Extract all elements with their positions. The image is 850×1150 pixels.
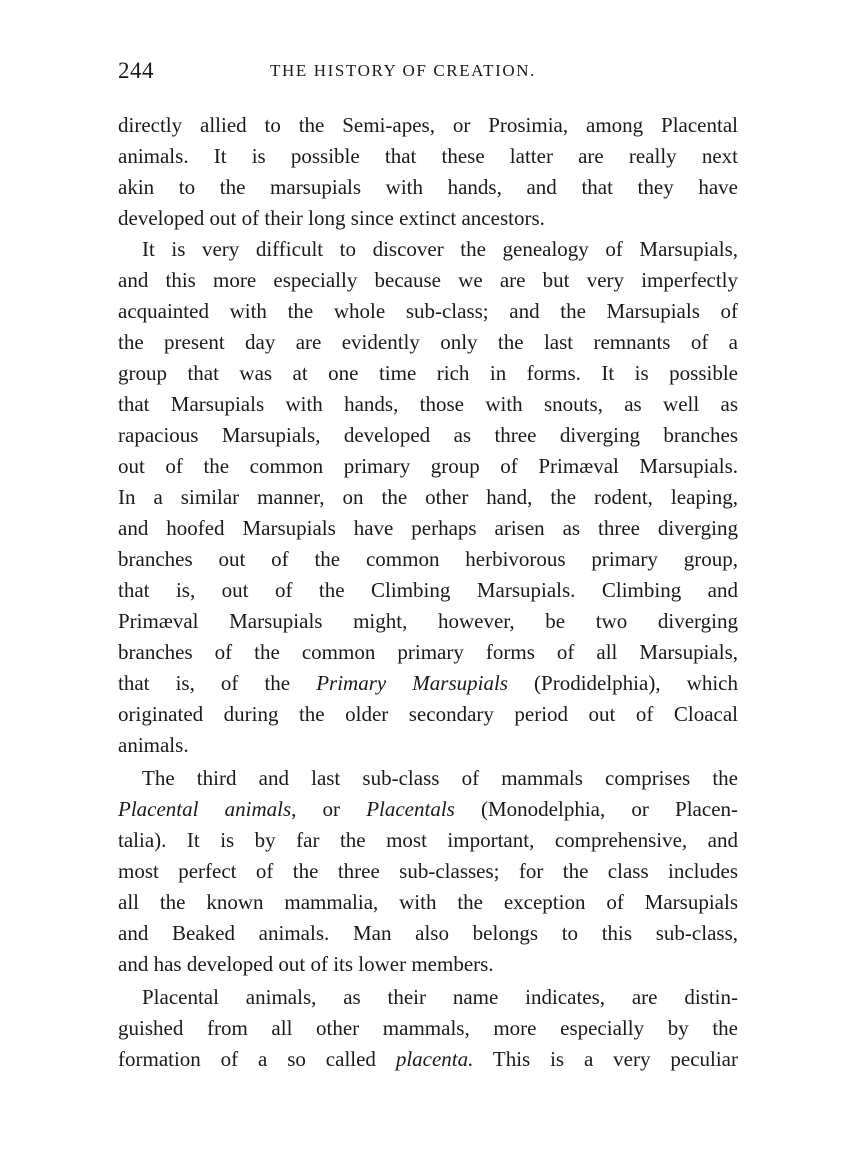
text-line: Placental animals, as their name indicates, are distin- xyxy=(142,985,738,1009)
text-line: and this more especially because we are but very imperfectly xyxy=(118,268,738,292)
body-text xyxy=(118,110,738,1075)
text-line: originated during the older secondary period out of Cloacal xyxy=(118,702,738,726)
text-segment: , or xyxy=(291,797,341,821)
text-line: rapacious Marsupials, developed as three diverging branches xyxy=(118,423,738,447)
text-line: animals. It is possible that these latter are really next xyxy=(118,144,738,168)
italic-term: Placentals xyxy=(366,797,455,821)
running-head: THE HISTORY OF CREATION. xyxy=(270,61,537,80)
text-segment: formation of a so called xyxy=(118,1047,376,1071)
text-segment: This is a very peculiar xyxy=(492,1047,738,1071)
text-line: directly allied to the Semi-apes, or Prosimia, among Placental xyxy=(118,113,738,137)
text-line: that Marsupials with hands, those with snouts, as well as xyxy=(118,392,738,416)
italic-term: Primary Marsupials xyxy=(316,671,508,695)
text-line: branches of the common primary forms of all Marsupials, xyxy=(118,640,738,664)
text-line: group that was at one time rich in forms. It is possible xyxy=(118,361,738,385)
text-line: all the known mammalia, with the exception of Marsupials xyxy=(118,890,738,914)
paragraph-3 xyxy=(118,763,738,980)
text-line xyxy=(118,1044,738,1075)
text-line xyxy=(118,794,738,825)
text-line: most perfect of the three sub-classes; for the class includes xyxy=(118,859,738,883)
italic-term: placenta. xyxy=(395,1047,474,1071)
text-line: acquainted with the whole sub-class; and the Marsupials of xyxy=(118,299,738,323)
text-segment: (Monodelphia, or Placen- xyxy=(481,797,739,821)
text-line: In a similar manner, on the other hand, the rodent, leaping, xyxy=(118,485,738,509)
text-line: and hoofed Marsupials have perhaps arisen as three diverging xyxy=(118,516,738,540)
text-line: and has developed out of its lower members. xyxy=(118,952,494,976)
text-line: akin to the marsupials with hands, and that they have xyxy=(118,175,738,199)
text-segment: that is, of the xyxy=(118,671,291,695)
text-line xyxy=(118,668,738,699)
paragraph-4 xyxy=(118,982,738,1075)
paragraph-1 xyxy=(118,110,738,234)
text-line: the present day are evidently only the last remnants of a xyxy=(118,330,738,354)
italic-term: Placental animals xyxy=(118,797,292,821)
text-line: animals. xyxy=(118,733,189,757)
text-line: It is very difficult to discover the genealogy of Marsupials, xyxy=(142,237,738,261)
text-segment: (Prodidelphia), which xyxy=(534,671,738,695)
page-header xyxy=(118,58,738,88)
text-line: branches out of the common herbivorous primary group, xyxy=(118,547,738,571)
paragraph-2 xyxy=(118,234,738,761)
page-number: 244 xyxy=(118,58,154,83)
text-line: guished from all other mammals, more especially by the xyxy=(118,1016,738,1040)
text-line: The third and last sub-class of mammals comprises the xyxy=(142,766,738,790)
text-line: talia). It is by far the most important, comprehensive, and xyxy=(118,828,738,852)
text-line: and Beaked animals. Man also belongs to this sub-class, xyxy=(118,921,738,945)
text-line: developed out of their long since extinct ancestors. xyxy=(118,206,545,230)
text-line: that is, out of the Climbing Marsupials. Climbing and xyxy=(118,578,738,602)
text-line: Primæval Marsupials might, however, be two diverging xyxy=(118,609,738,633)
text-line: out of the common primary group of Primæval Marsupials. xyxy=(118,454,738,478)
